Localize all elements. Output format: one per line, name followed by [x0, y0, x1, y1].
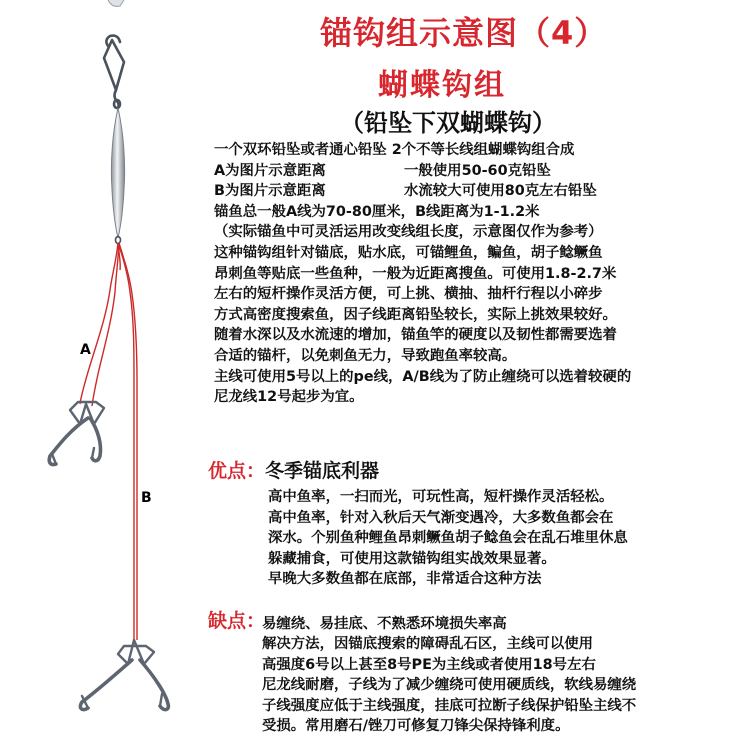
cons-first-line: 易缠绕、易挂底、不熟悉环境损失率高 — [262, 616, 507, 632]
cons-list — [262, 634, 636, 737]
desc-line: 方式高密度搜索鱼，因子线距离铅坠较长，实际上挑效果较好。 — [214, 306, 617, 323]
sinker-icon — [111, 108, 124, 238]
desc-line: A为图片示意距离 一般使用50-60克铅坠 — [214, 162, 551, 179]
label-a: A — [80, 342, 91, 358]
cons-line: 尼龙线耐磨，子线为了减少缠绕可使用硬质线，软线易缠绕 — [262, 677, 637, 694]
subtitle: 蝴蝶钩组 — [378, 68, 506, 103]
pros-heading — [208, 456, 379, 483]
cons-line: 解决方法，因锚底搜索的障碍乱石区，主线可以使用 — [262, 636, 593, 652]
cons-line: 受损。常用磨石/锉刀可修复刀锋尖保持锋利度。 — [262, 718, 570, 735]
pros-label: 优点： — [208, 460, 266, 482]
pros-headline: 冬季锚底利器 — [265, 460, 380, 482]
desc-line: （实际锚鱼中可灵活运用改变线组长度，示意图仅作为参考） — [214, 224, 603, 241]
cons-line: 高强度6号以上甚至8号PE为主线或者使用18号左右 — [262, 656, 596, 673]
description-block — [214, 140, 631, 408]
cons-heading — [208, 606, 265, 633]
desc-line: 一个双环铅坠或者通心铅坠 2个不等长线组蝴蝶钩组合成 — [214, 142, 575, 158]
rig-diagram — [0, 0, 210, 753]
desc-line: B为图片示意距离 水流较大可使用80克左右铅坠 — [214, 183, 597, 200]
pros-line: 深水。个别鱼种鲤鱼昂刺鳜鱼胡子鲶鱼会在乱石堆里休息 — [268, 530, 628, 547]
pros-line: 早晚大多数鱼都在底部，非常适合这种方法 — [268, 571, 542, 588]
main-title: 锚钩组示意图（4） — [320, 14, 608, 52]
line-b — [118, 243, 137, 640]
desc-line: 左右的短杆操作灵活方便，可上挑、横抽、抽杆行程以小碎步 — [214, 286, 603, 303]
subtitle-2: （铅坠下双蝴蝶钩） — [340, 109, 556, 137]
pros-list — [268, 487, 628, 590]
upper-butterfly-hook-icon — [49, 402, 104, 465]
desc-line: 随着水深以及水流速的增加，锚鱼竿的硬度以及韧性都需要选着 — [214, 327, 617, 344]
desc-line: 这种锚钩组针对锚底，贴水底，可锚鲤鱼，鳊鱼，胡子鲶鳜鱼 — [214, 244, 603, 261]
lower-butterfly-hook-icon — [80, 640, 168, 710]
desc-line: 昂刺鱼等贴底一些鱼种，一般为近距离搜鱼。可使用1.8-2.7米 — [214, 265, 617, 282]
cons-label: 缺点： — [208, 610, 266, 632]
pros-line: 高中鱼率，一扫而光，可玩性高，短杆操作灵活轻松。 — [268, 489, 614, 505]
line-a — [80, 243, 120, 406]
desc-line: 锚鱼总一般A线为70-80厘米，B线距离为1-1.2米 — [214, 203, 540, 220]
desc-line: 主线可使用5号以上的pe线，A/B线为了防止缠绕可以选着较硬的 — [214, 368, 632, 385]
label-b: B — [141, 490, 152, 506]
top-swivel-remnant — [108, 0, 124, 6]
pros-line: 高中鱼率，针对入秋后天气渐变遇冷，大多数鱼都会在 — [268, 509, 614, 526]
pros-line: 躲藏捕食，可使用这款锚钩组实战效果显著。 — [268, 550, 556, 567]
snap-swivel-icon — [104, 36, 124, 108]
desc-line: 合适的锚杆，以免刺鱼无力，导致跑鱼率较高。 — [214, 347, 517, 364]
desc-line: 尼龙线12号起步为宜。 — [214, 389, 364, 406]
cons-line: 子线强度应低于主线强度，挂底可拉断子线保护铅坠主线不 — [262, 697, 637, 714]
